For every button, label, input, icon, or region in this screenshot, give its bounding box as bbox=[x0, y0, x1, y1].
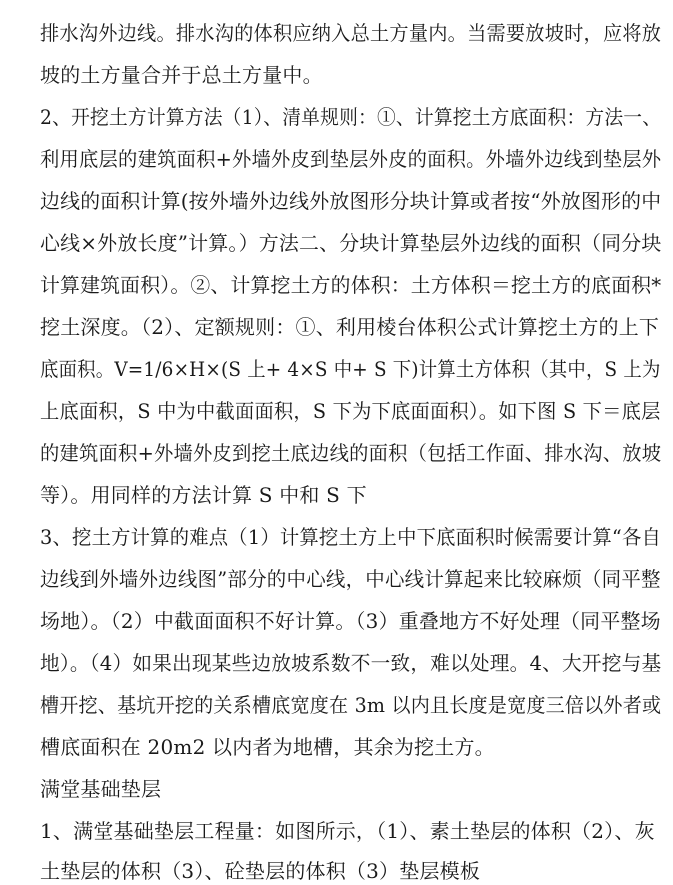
text-line-4: 利用底层的建筑面积+外墙外皮到垫层外皮的面积。外墙外边线到垫层外 bbox=[40, 147, 662, 171]
text-line-17: 槽开挖、基坑开挖的关系槽底宽度在 3m 以内且长度是宽度三倍以外者或 bbox=[40, 693, 662, 717]
text-line-8: 挖土深度。（2）、定额规则：①、利用棱台体积公式计算挖土方的上下 bbox=[40, 315, 660, 339]
text-line-6: 心线×外放长度”计算。）方法二、分块计算垫层外边线的面积（同分块 bbox=[40, 231, 662, 255]
text-line-14: 边线到外墙外边线图”部分的中心线，中心线计算起来比较麻烦（同平整 bbox=[40, 567, 661, 591]
text-line-5: 边线的面积计算(按外墙外边线外放图形分块计算或者按“外放图形的中 bbox=[40, 189, 662, 213]
text-line-10: 上底面积，S 中为中截面面积，S 下为下底面面积）。如下图 S 下＝底层 bbox=[40, 399, 661, 423]
text-line-21: 土垫层的体积（3）、砼垫层的体积（3）垫层模板 bbox=[40, 859, 481, 883]
text-line-7: 计算建筑面积）。②、计算挖土方的体积：土方体积＝挖土方的底面积* bbox=[40, 273, 662, 297]
text-line-12: 等）。用同样的方法计算 S 中和 S 下 bbox=[40, 483, 367, 507]
text-line-11: 的建筑面积+外墙外皮到挖土底边线的面积（包括工作面、排水沟、放坡 bbox=[40, 441, 662, 465]
text-line-13: 3、挖土方计算的难点（1）计算挖土方上中下底面积时候需要计算“各自 bbox=[40, 525, 662, 549]
text-line-15: 场地）。（2）中截面面积不好计算。（3）重叠地方不好处理（同平整场 bbox=[40, 609, 661, 633]
text-line-1: 排水沟外边线。排水沟的体积应纳入总土方量内。当需要放坡时，应将放 bbox=[40, 21, 662, 45]
text-line-20: 1、满堂基础垫层工程量：如图所示，（1）、素土垫层的体积（2）、灰 bbox=[40, 819, 655, 843]
section-heading: 满堂基础垫层 bbox=[40, 777, 162, 801]
text-line-3: 2、开挖土方计算方法（1）、清单规则：①、计算挖土方底面积：方法一、 bbox=[40, 105, 662, 129]
text-line-2: 坡的土方量合并于总土方量中。 bbox=[40, 63, 323, 87]
text-line-9: 底面积。V=1/6×H×(S 上+ 4×S 中+ S 下)计算土方体积（其中，S 上为 bbox=[40, 357, 661, 381]
text-line-16: 地）。（4）如果出现某些边放坡系数不一致，难以处理。4、大开挖与基 bbox=[40, 651, 662, 675]
text-line-18: 槽底面积在 20m2 以内者为地槽，其余为挖土方。 bbox=[40, 735, 495, 759]
